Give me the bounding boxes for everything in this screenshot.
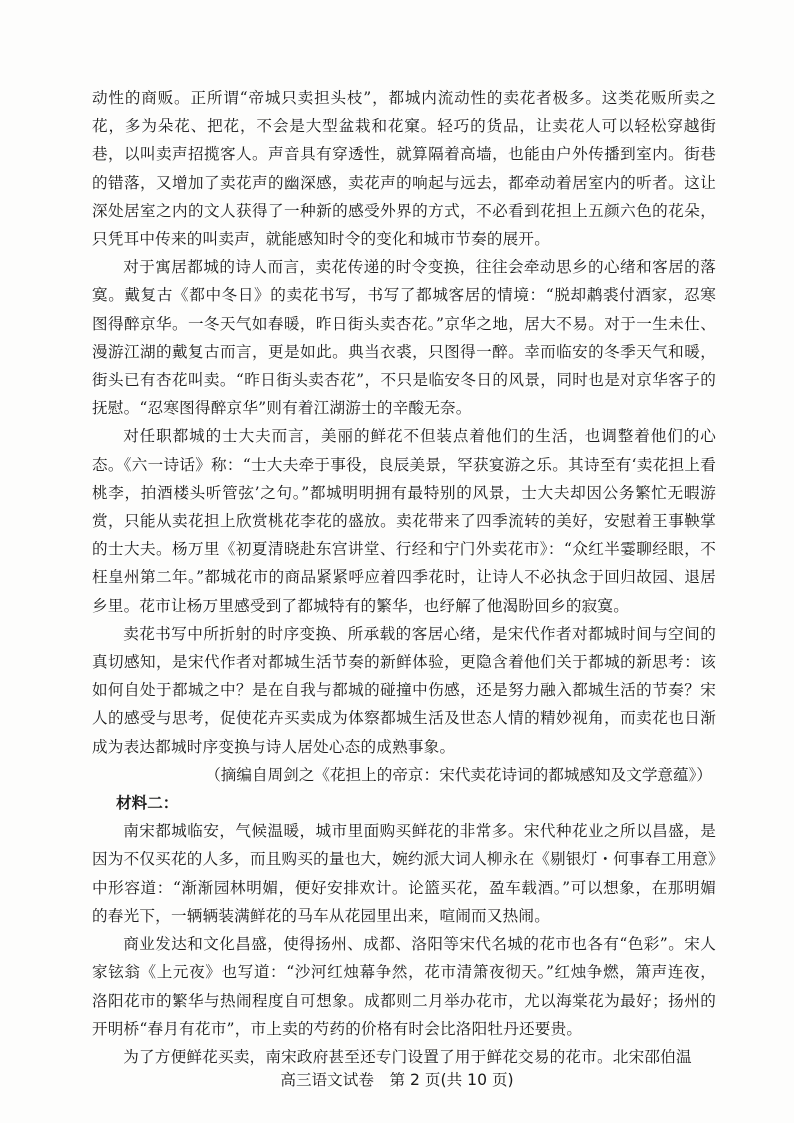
- paragraph: 对任职都城的士大夫而言，美丽的鲜花不但装点着他们的生活，也调整着他们的心态。《六一诗话》称：“士大夫牵于事役，良辰美景，罕获宴游之乐。其诗至有‘卖花担上看桃李，拍酒楼头听管弦’之句。”都城明明拥有最特别的风景，士大夫却因公务繁忙无暇游赏，只能从卖花担上欣赏桃花李花的盛放。卖花带来了四季流转的美好，安慰着王事鞅掌的士大夫。杨万里《初夏清晓赴东宫讲堂、行经和宁门外卖花市》：“众红半霎聊经眼，不枉皇州第二年。”都城花市的商品紧紧呼应着四季花时，让诗人不必执念于回归故园、退居乡里。花市让杨万里感受到了都城特有的繁华，也纾解了他渴盼回乡的寂寞。: [92, 427, 716, 615]
- source-citation: （摘编自周剑之《花担上的帝京：宋代卖花诗词的都城感知及文学意蕴》）: [205, 765, 712, 784]
- paragraph: 南宋都城临安，气候温暖，城市里面购买鲜花的非常多。宋代种花业之所以昌盛，是因为不仅买花的人多，而且购买的量也大，婉约派大词人柳永在《剔银灯・何事春工用意》中形容道：“渐渐园林明媚，便好安排欢计。论篮买花，盈车载酒。”可以想象，在那明媚的春光下，一辆辆装满鲜花的马车从花园里出来，喧闹而又热闹。: [92, 822, 716, 925]
- paragraph: 为了方便鲜花买卖，南宋政府甚至还专门设置了用于鲜花交易的花市。北宋邵伯温: [123, 1047, 692, 1066]
- paragraph: 商业发达和文化昌盛，使得扬州、成都、洛阳等宋代名城的花市也各有“色彩”。宋人家铉翁《上元夜》也写道：“沙河红烛幕争然，花市清箫夜彻天。”红烛争燃，箫声连夜，洛阳花市的繁华与热闹程度自可想象。成都则二月举办花市，尤以海棠花为最好；扬州的开明桥“春月有花市”，市上卖的芍药的价格有时会比洛阳牡丹还要贵。: [92, 935, 716, 1038]
- paragraph: 动性的商贩。正所谓“帝城只卖担头枝”，都城内流动性的卖花者极多。这类花贩所卖之花，多为朵花、把花，不会是大型盆栽和花窠。轻巧的货品，让卖花人可以轻松穿越街巷，以叫卖声招揽客人。声音具有穿透性，就算隔着高墙，也能由户外传播到室内。街巷的错落，又增加了卖花声的幽深感，卖花声的响起与远去，都牵动着居室内的听者。这让深处居室之内的文人获得了一种新的感受外界的方式，不必看到花担上五颜六色的花朵，只凭耳中传来的叫卖声，就能感知时令的变化和城市节奏的展开。: [92, 89, 716, 249]
- paragraph: 对于寓居都城的诗人而言，卖花传递的时令变换，往往会牵动思乡的心绪和客居的落寞。戴复古《都中冬日》的卖花书写，书写了都城客居的情境：“脱却鹔裘付酒家，忍寒图得醉京华。一冬天气如春暖，昨日街头卖杏花。”京华之地，居大不易。对于一生未仕、漫游江湖的戴复古而言，更是如此。典当衣裘，只图得一醉。幸而临安的冬季天气和暖，街头已有杏花叫卖。“昨日街头卖杏花”，不只是临安冬日的风景，同时也是对京华客子的抚慰。“忍寒图得醉京华”则有着江湖游士的辛酸无奈。: [92, 258, 716, 418]
- page-content: [92, 84, 716, 1071]
- section-label: 材料二：: [116, 794, 179, 813]
- page-footer: 高三语文试卷 第 2 页(共 10 页): [280, 1071, 514, 1089]
- paragraph: 卖花书写中所折射的时序变换、所承载的客居心绪，是宋代作者对都城时间与空间的真切感知，是宋代作者对都城生活节奏的新鲜体验，更隐含着他们关于都城的新思考：该如何自处于都城之中？是在自我与都城的碰撞中伤感，还是努力融入都城生活的节奏？宋人的感受与思考，促使花卉买卖成为体察都城生活及世态人情的精妙视角，而卖花也日渐成为表达都城时序变换与诗人居处心态的成熟事象。: [92, 624, 716, 756]
